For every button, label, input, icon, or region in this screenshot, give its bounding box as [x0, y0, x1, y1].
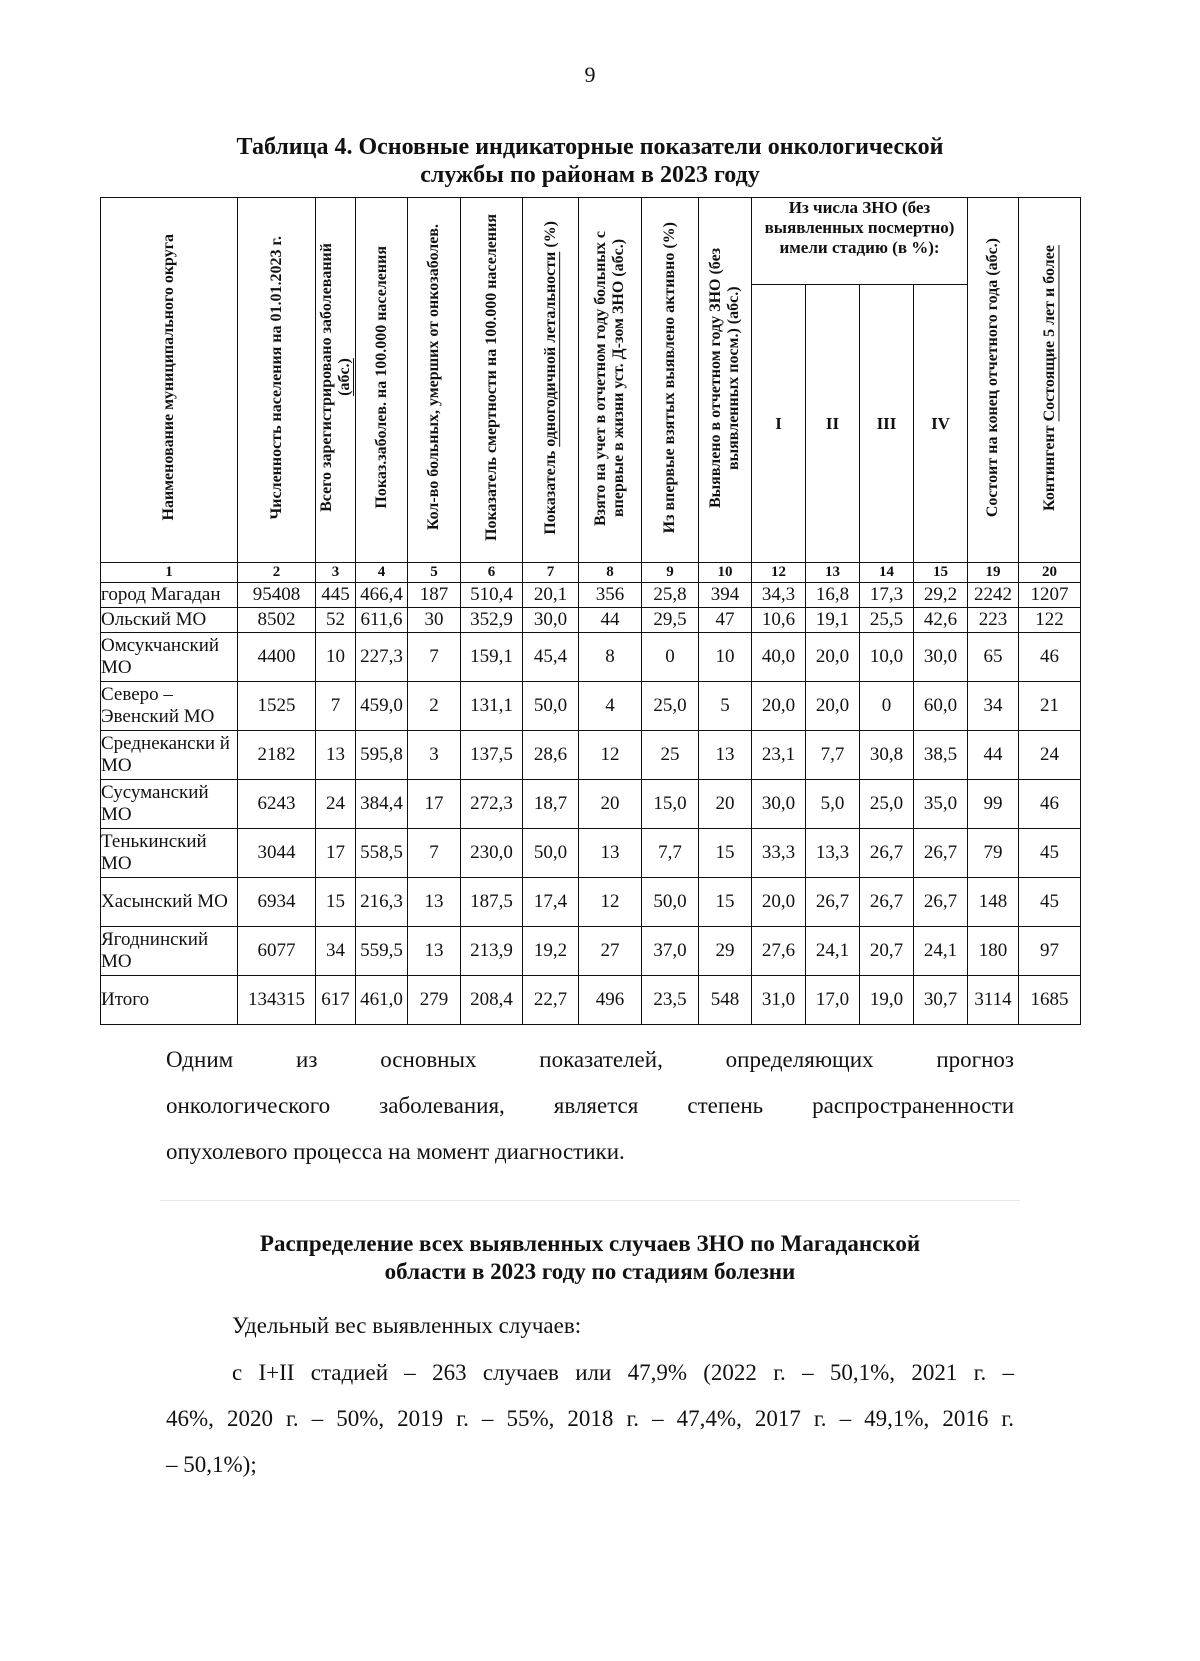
row-value: 38,5: [914, 731, 968, 780]
row-value: 29,5: [642, 608, 699, 633]
row-value: 45: [1019, 878, 1081, 927]
row-value: 7,7: [642, 829, 699, 878]
row-value: 187,5: [461, 878, 523, 927]
row-value: 20,0: [752, 682, 806, 731]
row-value: 29,2: [914, 583, 968, 608]
column-number: 14: [860, 563, 914, 583]
row-value: 617: [316, 976, 356, 1025]
row-value: 459,0: [356, 682, 408, 731]
column-number: 19: [968, 563, 1019, 583]
row-value: 7: [316, 682, 356, 731]
row-value: 29: [699, 927, 752, 976]
header-stage-4: IV: [914, 285, 968, 563]
header-stage-1: I: [752, 285, 806, 563]
column-number: 8: [579, 563, 642, 583]
column-number: 4: [356, 563, 408, 583]
section-subtitle: [100, 1230, 1080, 1286]
row-value: 13: [408, 927, 461, 976]
row-value: 34,3: [752, 583, 806, 608]
header-on-record: Состоит на конец отчетного года (абс.): [968, 198, 1019, 563]
page-number: 9: [584, 62, 596, 87]
row-value: 20,0: [806, 682, 860, 731]
table-title-line-2: службы по районам в 2023 году: [420, 162, 760, 188]
row-value: 230,0: [461, 829, 523, 878]
header-detected: Выявлено в отчетном году ЗНО (без выявленных посм.) (абс.): [699, 198, 752, 563]
row-value: 279: [408, 976, 461, 1025]
row-value: 216,3: [356, 878, 408, 927]
row-municipality-name: Северо – Эвенский МО: [101, 682, 238, 731]
row-value: 20: [579, 780, 642, 829]
row-value: 466,4: [356, 583, 408, 608]
row-municipality-name: Тенькинский МО: [101, 829, 238, 878]
row-municipality-name: Омсукчанский МО: [101, 633, 238, 682]
row-value: 26,7: [914, 878, 968, 927]
paragraph-1-line-1: Одним из основных показателей, определяющих прогноз: [166, 1047, 1014, 1072]
row-value: 445: [316, 583, 356, 608]
row-value: 25: [642, 731, 699, 780]
row-municipality-name: Ягоднинский МО: [101, 927, 238, 976]
header-registered: Всего зарегистрировано заболеваний (абс.): [316, 198, 356, 563]
paragraph-1-line-3: опухолевого процесса на момент диагностики.: [166, 1139, 625, 1164]
row-value: 10,0: [860, 633, 914, 682]
row-value: 15: [699, 829, 752, 878]
paragraph-3-line-3: – 50,1%);: [166, 1452, 257, 1477]
row-value: 159,1: [461, 633, 523, 682]
row-value: 50,0: [642, 878, 699, 927]
table-row: [101, 878, 1081, 927]
row-value: 510,4: [461, 583, 523, 608]
row-value: 10,6: [752, 608, 806, 633]
row-value: 223: [968, 608, 1019, 633]
row-value: 13: [408, 878, 461, 927]
row-value: 8502: [238, 608, 316, 633]
column-number: 3: [316, 563, 356, 583]
header-newly-registered: Взято на учет в отчетном году больных с впервые в жизни уст. Д-зом ЗНО (абс.): [579, 198, 642, 563]
row-value: 6243: [238, 780, 316, 829]
row-value: 19,1: [806, 608, 860, 633]
table-row: [101, 633, 1081, 682]
row-value: 28,6: [523, 731, 579, 780]
row-value: 17: [316, 829, 356, 878]
row-value: 15: [316, 878, 356, 927]
paragraph-1-line-2: онкологического заболевания, является степень распространенности: [166, 1093, 1014, 1118]
header-stage-group: Из числа ЗНО (без выявленных посмертно) имели стадию (в %):: [752, 198, 968, 285]
column-number: 12: [752, 563, 806, 583]
row-value: 2182: [238, 731, 316, 780]
header-stage-2: II: [806, 285, 860, 563]
table-row: [101, 583, 1081, 608]
row-value: 50,0: [523, 829, 579, 878]
row-value: 3114: [968, 976, 1019, 1025]
row-value: 60,0: [914, 682, 968, 731]
row-value: 24: [316, 780, 356, 829]
row-value: 26,7: [860, 878, 914, 927]
row-value: 26,7: [860, 829, 914, 878]
row-value: 24,1: [806, 927, 860, 976]
row-value: 15: [699, 878, 752, 927]
column-number: 10: [699, 563, 752, 583]
row-value: 79: [968, 829, 1019, 878]
column-number: 13: [806, 563, 860, 583]
row-value: 187: [408, 583, 461, 608]
row-value: 17,3: [860, 583, 914, 608]
row-value: 131,1: [461, 682, 523, 731]
header-incidence-rate: Показ.заболев. на 100.000 населения: [356, 198, 408, 563]
row-value: 3: [408, 731, 461, 780]
row-value: 595,8: [356, 731, 408, 780]
row-value: 15,0: [642, 780, 699, 829]
table-row: [101, 829, 1081, 878]
row-value: 19,0: [860, 976, 914, 1025]
row-value: 25,8: [642, 583, 699, 608]
row-value: 20,1: [523, 583, 579, 608]
row-value: 6934: [238, 878, 316, 927]
row-value: 5: [699, 682, 752, 731]
row-municipality-name: Среднекански й МО: [101, 731, 238, 780]
row-value: 7,7: [806, 731, 860, 780]
row-value: 6077: [238, 927, 316, 976]
row-value: 7: [408, 829, 461, 878]
table-title: [100, 133, 1080, 189]
column-number: 15: [914, 563, 968, 583]
paragraph-3-line-2: 46%, 2020 г. – 50%, 2019 г. – 55%, 2018 г. – 47,4%, 2017 г. – 49,1%, 2016 г.: [166, 1406, 1014, 1431]
row-municipality-name: Сусуманский МО: [101, 780, 238, 829]
row-value: 558,5: [356, 829, 408, 878]
row-value: 34: [316, 927, 356, 976]
row-value: 30,8: [860, 731, 914, 780]
row-value: 1525: [238, 682, 316, 731]
header-active-detection: Из впервые взятых выявлено активно (%): [642, 198, 699, 563]
row-value: 272,3: [461, 780, 523, 829]
row-value: 37,0: [642, 927, 699, 976]
row-value: 548: [699, 976, 752, 1025]
row-value: 24,1: [914, 927, 968, 976]
row-value: 22,7: [523, 976, 579, 1025]
row-municipality-name: Итого: [101, 976, 238, 1025]
column-number: 1: [101, 563, 238, 583]
row-value: 45,4: [523, 633, 579, 682]
row-value: 16,8: [806, 583, 860, 608]
row-value: 7: [408, 633, 461, 682]
row-value: 99: [968, 780, 1019, 829]
row-value: 26,7: [914, 829, 968, 878]
row-value: 20,0: [752, 878, 806, 927]
table-row: [101, 927, 1081, 976]
row-value: 44: [579, 608, 642, 633]
row-value: 25,5: [860, 608, 914, 633]
row-value: 17,4: [523, 878, 579, 927]
row-value: 4400: [238, 633, 316, 682]
header-population: Численность населения на 01.01.2023 г.: [238, 198, 316, 563]
row-value: 31,0: [752, 976, 806, 1025]
row-value: 30,0: [523, 608, 579, 633]
row-value: 13: [699, 731, 752, 780]
row-value: 21: [1019, 682, 1081, 731]
row-value: 13: [579, 829, 642, 878]
row-value: 17,0: [806, 976, 860, 1025]
row-value: 25,0: [642, 682, 699, 731]
row-value: 3044: [238, 829, 316, 878]
column-number: 20: [1019, 563, 1081, 583]
row-value: 24: [1019, 731, 1081, 780]
row-value: 20: [699, 780, 752, 829]
row-value: 40,0: [752, 633, 806, 682]
row-value: 0: [642, 633, 699, 682]
row-value: 384,4: [356, 780, 408, 829]
row-value: 45: [1019, 829, 1081, 878]
column-number-row: [101, 563, 1081, 583]
table-row: [101, 976, 1081, 1025]
row-value: 213,9: [461, 927, 523, 976]
row-value: 27,6: [752, 927, 806, 976]
row-value: 95408: [238, 583, 316, 608]
section-subtitle-line-1: Распределение всех выявленных случаев ЗНО по Магаданской: [259, 1231, 921, 1256]
header-five-year-contingent: Контингент Состоящие 5 лет и более: [1019, 198, 1081, 563]
row-value: 19,2: [523, 927, 579, 976]
row-value: 10: [316, 633, 356, 682]
row-value: 122: [1019, 608, 1081, 633]
row-value: 352,9: [461, 608, 523, 633]
column-number: 9: [642, 563, 699, 583]
row-value: 12: [579, 878, 642, 927]
table-body: [101, 583, 1081, 1025]
row-value: 42,6: [914, 608, 968, 633]
row-value: 137,5: [461, 731, 523, 780]
column-number: 7: [523, 563, 579, 583]
row-value: 1685: [1019, 976, 1081, 1025]
row-value: 52: [316, 608, 356, 633]
row-value: 20,7: [860, 927, 914, 976]
column-number: 2: [238, 563, 316, 583]
row-value: 227,3: [356, 633, 408, 682]
row-value: 4: [579, 682, 642, 731]
row-value: 25,0: [860, 780, 914, 829]
row-value: 180: [968, 927, 1019, 976]
row-value: 12: [579, 731, 642, 780]
header-one-year-lethality: Показатель одногодичной летальности (%): [523, 198, 579, 563]
row-value: 10: [699, 633, 752, 682]
row-value: 46: [1019, 780, 1081, 829]
row-value: 33,3: [752, 829, 806, 878]
row-value: 47: [699, 608, 752, 633]
row-value: 17: [408, 780, 461, 829]
header-deaths: Кол-во больных, умерших от онкозаболев.: [408, 198, 461, 563]
table-row: [101, 682, 1081, 731]
paragraph-3-line-1: с I+II стадией – 263 случаев или 47,9% (2022 г. – 50,1%, 2021 г. –: [232, 1360, 1014, 1385]
row-value: 148: [968, 878, 1019, 927]
row-value: 559,5: [356, 927, 408, 976]
row-municipality-name: Ольский МО: [101, 608, 238, 633]
header-row: [101, 198, 1081, 285]
row-value: 611,6: [356, 608, 408, 633]
row-value: 2242: [968, 583, 1019, 608]
table-row: [101, 731, 1081, 780]
header-stage-3: III: [860, 285, 914, 563]
row-value: 35,0: [914, 780, 968, 829]
row-value: 0: [860, 682, 914, 731]
row-value: 394: [699, 583, 752, 608]
row-value: 26,7: [806, 878, 860, 927]
row-value: 44: [968, 731, 1019, 780]
row-value: 34: [968, 682, 1019, 731]
row-value: 208,4: [461, 976, 523, 1025]
row-value: 30,7: [914, 976, 968, 1025]
row-value: 1207: [1019, 583, 1081, 608]
indicators-table: [100, 197, 1081, 1025]
row-value: 30,0: [752, 780, 806, 829]
row-value: 134315: [238, 976, 316, 1025]
row-value: 97: [1019, 927, 1081, 976]
row-value: 27: [579, 927, 642, 976]
column-number: 6: [461, 563, 523, 583]
row-value: 46: [1019, 633, 1081, 682]
table-row: [101, 780, 1081, 829]
paragraph-2: Удельный вес выявленных случаев:: [232, 1313, 582, 1338]
row-value: 8: [579, 633, 642, 682]
row-value: 496: [579, 976, 642, 1025]
table-row: [101, 608, 1081, 633]
column-number: 5: [408, 563, 461, 583]
row-municipality-name: город Магадан: [101, 583, 238, 608]
divider: [160, 1200, 1020, 1201]
row-value: 18,7: [523, 780, 579, 829]
header-mortality-rate: Показатель смертности на 100.000 населения: [461, 198, 523, 563]
row-municipality-name: Хасынский МО: [101, 878, 238, 927]
row-value: 50,0: [523, 682, 579, 731]
row-value: 30,0: [914, 633, 968, 682]
row-value: 13: [316, 731, 356, 780]
row-value: 23,1: [752, 731, 806, 780]
row-value: 13,3: [806, 829, 860, 878]
row-value: 5,0: [806, 780, 860, 829]
row-value: 30: [408, 608, 461, 633]
header-municipality: Наименование муниципального округа: [101, 198, 238, 563]
row-value: 461,0: [356, 976, 408, 1025]
row-value: 20,0: [806, 633, 860, 682]
row-value: 2: [408, 682, 461, 731]
row-value: 356: [579, 583, 642, 608]
table-title-line-1: Таблица 4. Основные индикаторные показатели онкологической: [236, 134, 944, 160]
row-value: 65: [968, 633, 1019, 682]
row-value: 23,5: [642, 976, 699, 1025]
section-subtitle-line-2: области в 2023 году по стадиям болезни: [384, 1259, 796, 1284]
